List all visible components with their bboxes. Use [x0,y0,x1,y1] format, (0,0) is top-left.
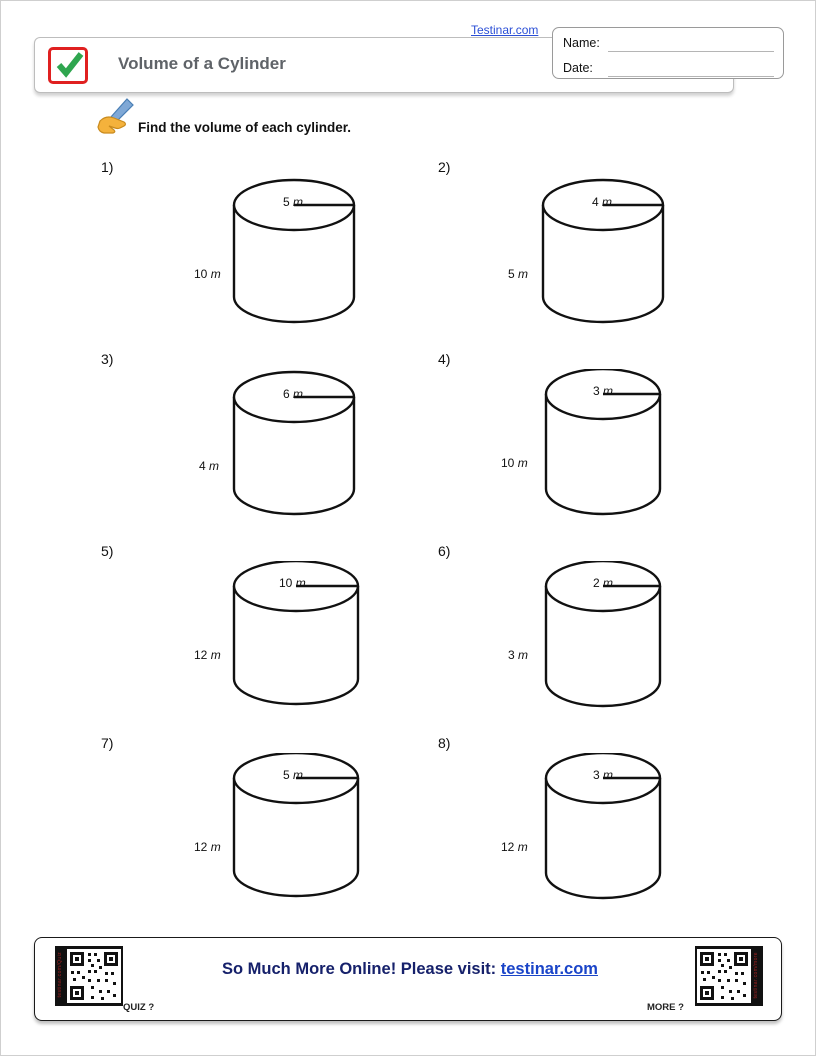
footer-banner [34,937,782,1021]
problem-4 [438,351,768,541]
height-label: 5 m [508,267,529,281]
height-label: 12 m [194,648,221,662]
problem-number: 2) [438,159,451,175]
problem-5 [101,543,431,733]
qr-left-side-text: testinar.com/Quiz [57,952,63,998]
radius-label: 2 m [593,576,614,590]
radius-label: 5 m [283,768,304,782]
date-label: Date: [563,61,593,75]
problem-number: 6) [438,543,451,559]
problem-2 [438,159,768,349]
problem-1 [101,159,431,349]
name-date-box [552,27,784,79]
problem-6 [438,543,768,733]
radius-label: 6 m [283,387,304,401]
radius-label: 3 m [593,384,614,398]
problem-number: 4) [438,351,451,367]
footer-link[interactable]: testinar.com [500,960,598,978]
problem-3 [101,351,431,541]
hand-pencil-icon [97,97,141,135]
height-label: 10 m [501,456,528,470]
qr-code-left[interactable] [55,946,123,1006]
date-input-line[interactable] [608,76,774,77]
problem-number: 5) [101,543,114,559]
instruction-text: Find the volume of each cylinder. [138,120,352,135]
page-title: Volume of a Cylinder [118,54,286,73]
more-label: MORE ? [647,1002,684,1013]
quiz-label: QUIZ ? [123,1002,155,1013]
height-label: 3 m [508,648,529,662]
height-label: 10 m [194,267,221,281]
problem-number: 1) [101,159,114,175]
problem-7 [101,735,431,925]
site-link[interactable]: Testinar.com [471,23,539,37]
problem-number: 3) [101,351,114,367]
height-label: 12 m [194,840,221,854]
radius-label: 4 m [592,195,613,209]
green-check-icon [56,51,84,79]
problem-number: 7) [101,735,114,751]
logo-box [48,47,88,84]
problem-8 [438,735,768,925]
problem-number: 8) [438,735,451,751]
height-label: 4 m [199,459,220,473]
name-input-line[interactable] [608,51,774,52]
radius-label: 3 m [593,768,614,782]
height-label: 12 m [501,840,528,854]
qr-right-side-text: testinar.com/more [753,952,759,999]
radius-label: 10 m [279,576,306,590]
name-label: Name: [563,36,600,50]
radius-label: 5 m [283,195,304,209]
footer-message: So Much More Online! Please visit: testinar.com [222,960,598,978]
qr-code-right[interactable] [695,946,763,1006]
